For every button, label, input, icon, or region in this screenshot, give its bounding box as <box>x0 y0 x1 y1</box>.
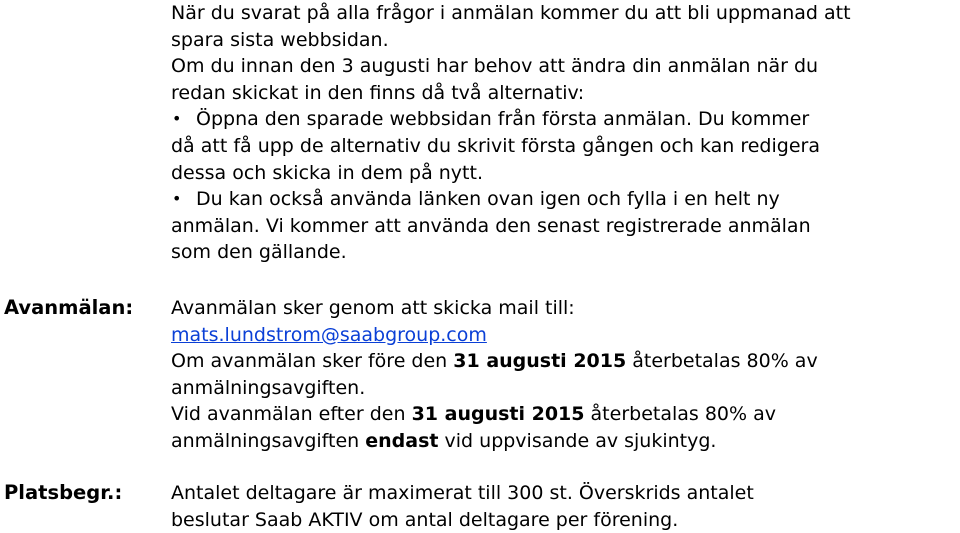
bullet-icon: • <box>172 189 182 209</box>
email-link[interactable]: mats.lundstrom@saabgroup.com <box>171 323 487 346</box>
avanmalan-line-3-b: återbetalas 80% av <box>626 350 818 373</box>
bullet-1-cont-2: dessa och skicka in dem på nytt. <box>171 161 483 184</box>
avanmalan-line-6-a: anmälningsavgiften <box>171 429 366 452</box>
intro-line-1: När du svarat på alla frågor i anmälan kommer du att bli uppmanad att <box>171 2 851 24</box>
avanmalan-line-5 <box>171 401 956 428</box>
avanmalan-email-line <box>171 322 956 349</box>
platsbegr-label: Platsbegr.: <box>4 481 123 504</box>
intro-line-2: spara sista webbsidan. <box>171 28 389 51</box>
bullet-1-cont-1: då att få upp de alternativ du skrivit första gången och kan redigera <box>171 134 820 157</box>
avanmalan-line-6 <box>171 428 956 455</box>
avanmalan-line-3 <box>171 348 956 375</box>
avanmalan-line-5-a: Vid avanmälan efter den <box>171 403 412 426</box>
avanmalan-line-1: Avanmälan sker genom att skicka mail till: <box>171 297 575 319</box>
platsbegr-line-1: Antalet deltagare är maximerat till 300 st. Överskrids antalet <box>171 482 754 504</box>
intro-line-3: Om du innan den 3 augusti har behov att ändra din anmälan när du <box>171 55 819 78</box>
avanmalan-line-3-a: Om avanmälan sker före den <box>171 350 454 373</box>
platsbegr-section <box>171 480 956 533</box>
bullet-2-first: Du kan också använda länken ovan igen och fylla i en helt ny <box>196 188 780 211</box>
avanmalan-endast: endast <box>365 429 439 452</box>
intro-line-4: redan skickat in den finns då två alternativ: <box>171 81 585 104</box>
avanmalan-date-2: 31 augusti 2015 <box>411 403 585 426</box>
avanmalan-line-5-b: återbetalas 80% av <box>584 403 776 426</box>
avanmalan-line-4: anmälningsavgiften. <box>171 376 366 399</box>
avanmalan-section <box>171 295 956 455</box>
bullet-item-1 <box>171 106 956 133</box>
platsbegr-line-2: beslutar Saab AKTIV om antal deltagare per förening. <box>171 508 679 531</box>
bullet-2-cont-1: anmälan. Vi kommer att använda den senast registrerade anmälan <box>171 214 811 237</box>
bullet-2-cont-2: som den gällande. <box>171 241 347 264</box>
avanmalan-label: Avanmälan: <box>4 296 134 319</box>
avanmalan-date-1: 31 augusti 2015 <box>453 350 627 373</box>
bullet-icon: • <box>172 109 182 129</box>
bullet-item-2 <box>171 186 956 213</box>
intro-section <box>171 0 956 266</box>
avanmalan-line-6-b: vid uppvisande av sjukintyg. <box>438 429 717 452</box>
bullet-1-first: Öppna den sparade webbsidan från första anmälan. Du kommer <box>196 108 810 131</box>
